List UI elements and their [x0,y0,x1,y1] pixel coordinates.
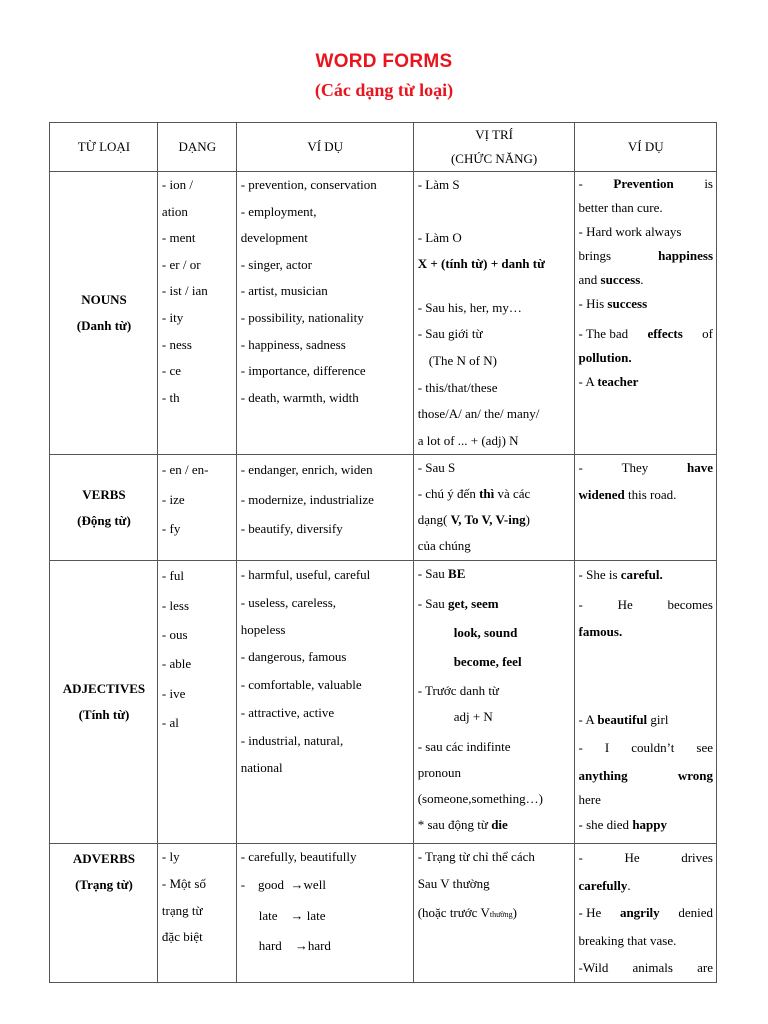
list-item: - er / or [161,256,201,272]
list-item: - en / en- [161,462,209,478]
word-type-adjectives [50,561,158,844]
adjectives-name-vi: (Tính từ) [78,707,130,723]
list-item: - Một số [161,875,206,891]
list-item: - Hard work always [578,224,682,239]
list-item: - th [161,389,180,405]
list-item: - less [161,597,190,613]
header-position-line2: (CHỨC NĂNG) [450,151,538,166]
word-forms-table [49,122,717,983]
list-item: - I couldn’t see [578,740,713,756]
word-type-adverbs [50,844,158,983]
list-item: - good →well [240,877,326,893]
list-item: - dangerous, famous [240,649,347,665]
list-item: - A teacher [578,374,639,389]
list-item: famous. [578,624,623,640]
arrow-right-icon: → [290,877,304,893]
list-item: (hoặc trước Vthường) [417,904,517,920]
list-item: - harmful, useful, careful [240,567,371,583]
list-item: Sau V thường [417,875,490,891]
list-item: - ist / ian [161,283,208,299]
list-item: X + (tính từ) + danh từ [417,256,545,272]
list-item: - fy [161,521,181,537]
list-item: trạng từ [161,902,203,918]
adjectives-example-sentences [574,561,716,844]
nouns-name: NOUNS [81,292,127,308]
list-item: a lot of ... + (adj) N [417,432,519,448]
list-item: - He becomes [578,597,713,613]
list-item: (someone,something…) [417,790,543,806]
list-item: here [578,792,601,808]
header-example: VÍ DỤ [236,123,413,172]
list-item: dạng( V, To V, V-ing) [417,512,530,528]
list-item: - endanger, enrich, widen [240,462,373,478]
list-item: - al [161,714,179,730]
list-item: those/A/ an/ the/ many/ [417,406,540,422]
word-type-nouns [50,172,158,455]
list-item: national [240,760,283,776]
list-item: - ly [161,849,180,865]
list-item: - artist, musician [240,283,328,299]
page-subtitle: (Các dạng từ loại) [314,80,454,100]
list-item: become, feel [453,653,522,669]
adverbs-name-vi: (Trạng từ) [75,877,133,893]
table-row-adjectives [50,561,717,844]
list-item: - Sau BE [417,566,466,582]
verbs-positions [413,455,574,561]
nouns-examples [236,172,413,455]
list-item: - employment, [240,203,317,219]
verbs-examples [236,455,413,561]
list-item: - Sau his, her, my… [417,299,522,315]
adjectives-examples [236,561,413,844]
list-item: - They have [578,460,713,476]
list-item: - She is careful. [578,567,663,583]
list-item: adj + N [453,709,493,725]
nouns-positions [413,172,574,455]
header-position [413,123,574,172]
verbs-name-vi: (Động từ) [77,512,131,528]
adjectives-name: ADJECTIVES [62,681,146,697]
word-type-verbs [50,455,158,561]
list-item: - sau các indifinte [417,738,511,754]
list-item: - Trước danh từ [417,683,499,699]
list-item: pollution. [578,350,632,365]
list-item: - ful [161,568,184,584]
list-item: - ion / [161,177,193,192]
verbs-forms [157,455,236,561]
table-row-nouns [50,172,717,455]
list-item: widened this road. [578,486,677,502]
list-item: brings happiness [578,248,713,263]
list-item: - beautify, diversify [240,521,343,537]
list-item: (The N of N) [428,352,497,368]
adjectives-positions [413,561,574,844]
list-item: breaking that vase. [578,932,677,948]
header-position-line1: VỊ TRÍ [475,127,513,142]
list-item: - He drives [578,850,713,866]
list-item: - ce [161,363,182,379]
list-item: hopeless [240,622,286,638]
list-item: - chú ý đến thì và các [417,486,531,502]
list-item: ation [161,203,188,219]
list-item: hard →hard [258,938,331,954]
list-item: - useless, careless, [240,595,337,611]
list-item: - ity [161,309,184,325]
list-item: - Trạng từ chỉ thể cách [417,849,535,865]
adverbs-examples [236,844,413,983]
adverbs-positions [413,844,574,983]
list-item: - ness [161,336,192,352]
list-item: - industrial, natural, [240,733,344,749]
header-example-2: VÍ DỤ [574,123,716,172]
list-item: - importance, difference [240,363,366,379]
nouns-example-sentences [574,172,716,455]
list-item: - able [161,656,192,672]
list-item: pronoun [417,764,462,780]
list-item: - Sau S [417,460,456,476]
list-item: - Sau get, seem [417,595,499,611]
header-form: DẠNG [157,123,236,172]
list-item: anything wrong [578,768,713,784]
header-word-type: TỪ LOẠI [50,123,158,172]
adverbs-example-sentences [574,844,716,983]
list-item: của chúng [417,538,471,554]
list-item: late → late [258,907,326,923]
list-item: - attractive, active [240,705,335,721]
list-item: - A beautiful girl [578,712,669,728]
list-item: - ment [161,230,196,246]
list-item: and success. [578,272,644,287]
list-item: - comfortable, valuable [240,677,362,693]
list-item: - Làm O [417,229,462,245]
page-title: WORD FORMS [315,51,453,72]
arrow-right-icon: → [290,907,304,923]
table-row-adverbs [50,844,717,983]
list-item: - His success [578,296,648,311]
verbs-name: VERBS [82,486,126,502]
list-item: - prevention, conservation [240,177,377,192]
list-item: * sau động từ die [417,817,508,833]
verbs-example-sentences [574,455,716,561]
list-item: - possibility, nationality [240,309,364,325]
list-item: development [240,230,308,246]
list-item: - this/that/these [417,379,498,395]
nouns-forms [157,172,236,455]
list-item: - carefully, beautifully [240,849,357,865]
table-header-row [50,123,717,172]
table-row-verbs [50,455,717,561]
list-item: better than cure. [578,200,663,215]
list-item: - happiness, sadness [240,336,346,352]
list-item: đặc biệt [161,929,203,945]
list-item: - Làm S [417,177,460,192]
list-item: - ous [161,626,188,642]
adverbs-forms [157,844,236,983]
list-item: - ize [161,491,185,507]
list-item: carefully. [578,877,631,893]
list-item: - He angrily denied [578,905,713,921]
list-item: look, sound [453,624,518,640]
list-item: - Sau giới từ [417,326,483,342]
list-item: - Prevention is [578,176,713,191]
list-item: -Wild animals are [578,960,713,976]
arrow-right-icon: → [294,938,308,954]
adverbs-name: ADVERBS [72,851,136,867]
list-item: - she died happy [578,817,668,833]
list-item: - death, warmth, width [240,389,359,405]
nouns-name-vi: (Danh từ) [76,318,132,334]
list-item: - modernize, industrialize [240,491,374,507]
adjectives-forms [157,561,236,844]
list-item: - ive [161,685,186,701]
list-item: - The bad effects of [578,326,713,341]
list-item: - singer, actor [240,256,313,272]
